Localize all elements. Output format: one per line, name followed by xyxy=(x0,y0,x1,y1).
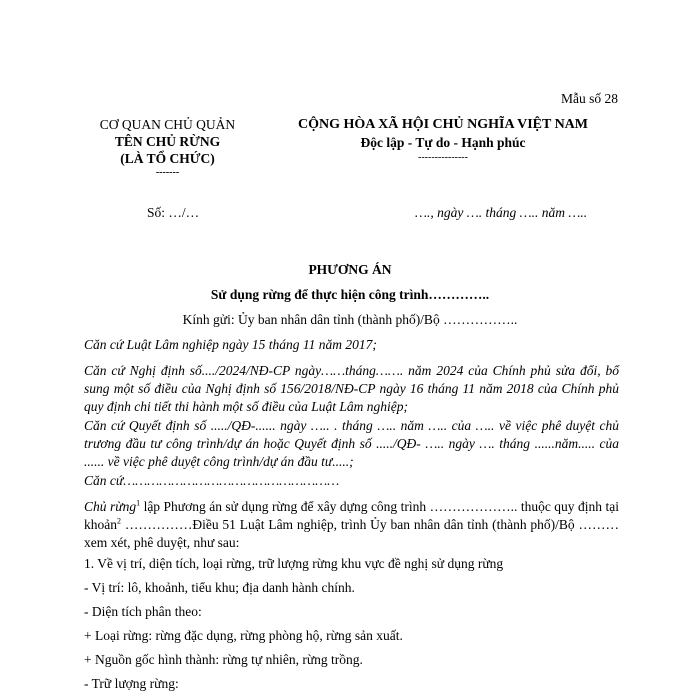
forest-owner-term: Chủ rừng xyxy=(84,499,137,514)
forest-owner-name: TÊN CHỦ RỪNG xyxy=(114,134,221,149)
forest-type-item: + Loại rừng: rừng đặc dụng, rừng phòng hộ, rừng sản xuất. xyxy=(84,628,403,643)
recipient: Kính gửi: Ủy ban nhân dân tỉnh (thành phố)/Bộ …………….. xyxy=(182,312,518,327)
forest-stock-item: - Trữ lượng rừng: xyxy=(84,676,179,691)
legal-basis-law: Căn cứ Luật Lâm nghiệp ngày 15 tháng 11 năm 2017; xyxy=(84,337,377,352)
issuing-agency-block xyxy=(90,116,245,179)
document-date: …., ngày …. tháng ….. năm ….. xyxy=(415,205,588,220)
footnote-ref-1[interactable]: 1 xyxy=(136,498,141,508)
document-number: Số: …/… xyxy=(147,205,200,220)
document-subtitle: Sử dụng rừng để thực hiện công trình………….. xyxy=(210,287,490,302)
legal-basis-decision: Căn cứ Quyết định số ...../QĐ-...... ngày ….. . tháng ….. năm ….. của ….. về việc phê duyệt chủ trương đầu tư công trình/dự án hoặc Quyết định số ...../QĐ- ….. ngày …. tháng ......năm..... của ...... về việc phê duyệt công trình/dự án đầu tư.....; xyxy=(84,418,619,469)
form-number: Mẫu số 28 xyxy=(561,91,618,106)
location-item: - Vị trí: lô, khoảnh, tiểu khu; địa danh hành chính. xyxy=(84,580,355,595)
document-title: PHƯƠNG ÁN xyxy=(308,262,392,277)
national-name: CỘNG HÒA XÃ HỘI CHỦ NGHĨA VIỆT NAM xyxy=(297,117,588,132)
national-header-block xyxy=(283,116,603,164)
national-motto: Độc lập - Tự do - Hạnh phúc xyxy=(360,135,526,150)
legal-basis-decree: Căn cứ Nghị định số..../2024/NĐ-CP ngày……tháng……. năm 2024 của Chính phủ sửa đổi, bổ sung một số điều của Nghị định số 156/2018/NĐ-CP ngày 16 tháng 11 năm 2018 của Chính phủ quy định chi tiết thi hành một số điều của Luật Lâm nghiệp; xyxy=(84,363,619,414)
forest-origin-item: + Nguồn gốc hình thành: rừng tự nhiên, rừng trồng. xyxy=(84,652,363,667)
governing-agency: CƠ QUAN CHỦ QUẢN xyxy=(99,117,236,132)
intro-paragraph xyxy=(84,498,619,552)
right-header-rule: --------------- xyxy=(418,152,468,163)
organization-note: (LÀ TỔ CHỨC) xyxy=(120,151,215,166)
intro-text-1: lập Phương án sử dụng rừng để xây dựng công trình ……………….. thuộc quy định tại khoản xyxy=(84,499,619,532)
area-item: - Diện tích phân theo: xyxy=(84,604,202,619)
section-1-heading: 1. Về vị trí, diện tích, loại rừng, trữ lượng rừng khu vực đề nghị sử dụng rừng xyxy=(84,556,504,571)
legal-basis-other: Căn cứ……………………………………………… xyxy=(84,473,340,488)
footnote-ref-2[interactable]: 2 xyxy=(117,516,121,526)
intro-text-2: ……………Điều 51 Luật Lâm nghiệp, trình Ủy ban nhân dân tỉnh (thành phố)/Bộ ……… xem xét, phê duyệt, như sau: xyxy=(84,517,619,550)
left-header-rule: ------- xyxy=(155,167,180,178)
